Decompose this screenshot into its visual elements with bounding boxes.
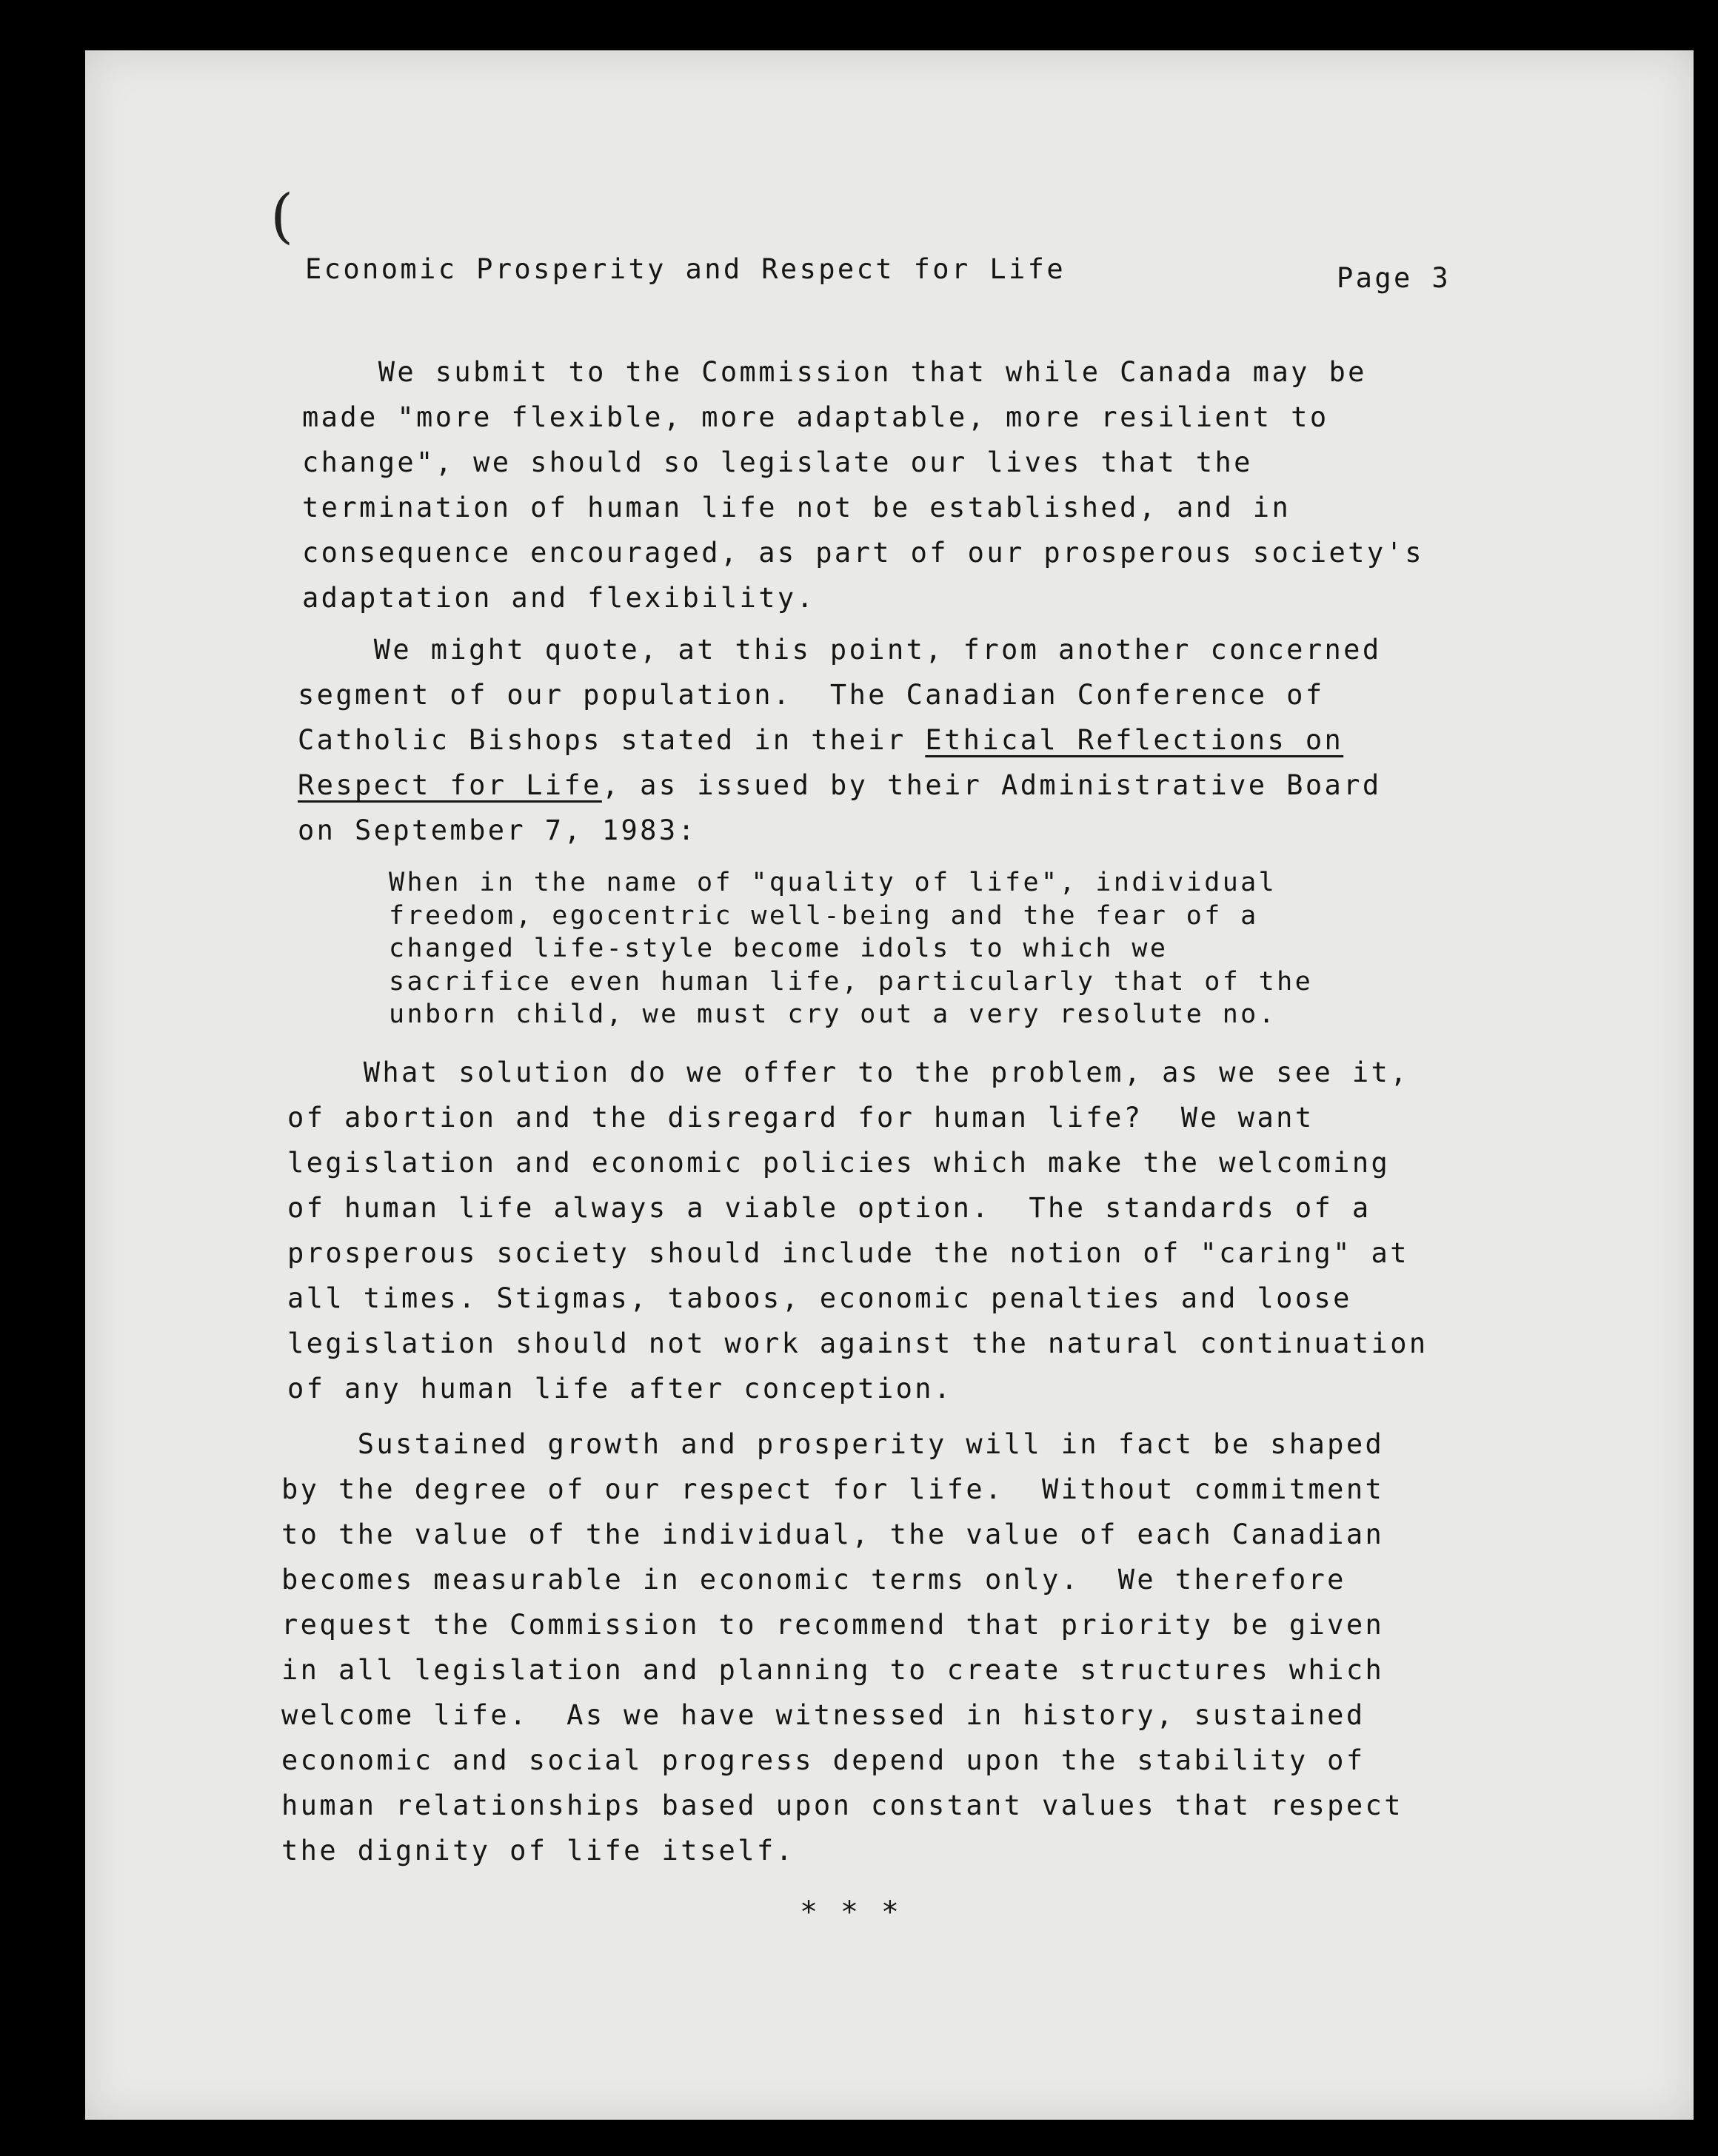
text-line: in all legislation and planning to create structures which <box>281 1654 1385 1686</box>
text-segment: , as issued by their Administrative Board <box>601 769 1382 801</box>
text-line: of abortion and the disregard for human life? We want <box>287 1102 1314 1134</box>
text-line: termination of human life not be established, and in <box>302 492 1291 523</box>
text-line: What solution do we offer to the problem, as we see it, <box>287 1057 1409 1088</box>
text-line: becomes measurable in economic terms only. We therefore <box>281 1564 1346 1596</box>
text-line: of human life always a viable option. The standards of a <box>287 1192 1371 1224</box>
text-line: segment of our population. The Canadian Conference of <box>298 679 1325 711</box>
text-line: We submit to the Commission that while Canada may be <box>302 356 1367 388</box>
text-line: When in the name of "quality of life", individual <box>389 868 1277 897</box>
text-line: on September 7, 1983: <box>298 814 698 846</box>
text-line: of any human life after conception. <box>287 1373 953 1405</box>
page-number: Page 3 <box>1337 262 1451 294</box>
underlined-title: Ethical Reflections on <box>925 724 1344 756</box>
text-line: to the value of the individual, the value of each Canadian <box>281 1519 1385 1550</box>
text-line: request the Commission to recommend that priority be given <box>281 1609 1385 1641</box>
block-quote <box>389 866 1313 1031</box>
text-line: economic and social progress depend upon the stability of <box>281 1744 1366 1776</box>
running-header-title: Economic Prosperity and Respect for Life <box>305 253 1066 285</box>
underlined-title: Respect for Life <box>298 769 602 801</box>
text-line: made "more flexible, more adaptable, more resilient to <box>302 401 1329 433</box>
text-line: legislation and economic policies which make the welcoming <box>287 1147 1391 1179</box>
section-separator: * * * <box>800 1895 902 1929</box>
text-line: We might quote, at this point, from another concerned <box>298 634 1382 666</box>
paragraph-2 <box>298 627 1382 853</box>
paragraph-4 <box>281 1422 1403 1873</box>
text-line: legislation should not work against the natural continuation <box>287 1328 1428 1359</box>
punch-hole-mark: ( <box>270 181 294 250</box>
text-segment: Catholic Bishops stated in their <box>298 724 926 756</box>
text-line: sacrifice even human life, particularly that of the <box>389 966 1314 997</box>
text-line <box>298 717 1382 763</box>
text-line: change", we should so legislate our lives that the <box>302 446 1253 478</box>
text-line <box>298 763 1382 808</box>
text-line: adaptation and flexibility. <box>302 582 816 614</box>
text-line: all times. Stigmas, taboos, economic penalties and loose <box>287 1282 1352 1314</box>
text-line: freedom, egocentric well-being and the fear of a <box>389 900 1259 931</box>
text-line: the dignity of life itself. <box>281 1835 795 1867</box>
text-line: changed life-style become idols to which we <box>389 934 1169 963</box>
text-line: welcome life. As we have witnessed in history, sustained <box>281 1699 1366 1731</box>
paragraph-1 <box>302 349 1424 620</box>
text-line: consequence encouraged, as part of our prosperous society's <box>302 537 1424 569</box>
text-line: human relationships based upon constant values that respect <box>281 1790 1403 1821</box>
text-line: prosperous society should include the notion of "caring" at <box>287 1237 1409 1269</box>
paragraph-3 <box>287 1050 1428 1411</box>
text-line: by the degree of our respect for life. Without commitment <box>281 1473 1385 1505</box>
text-line: unborn child, we must cry out a very resolute no. <box>389 1000 1277 1029</box>
text-line: Sustained growth and prosperity will in fact be shaped <box>281 1428 1385 1460</box>
